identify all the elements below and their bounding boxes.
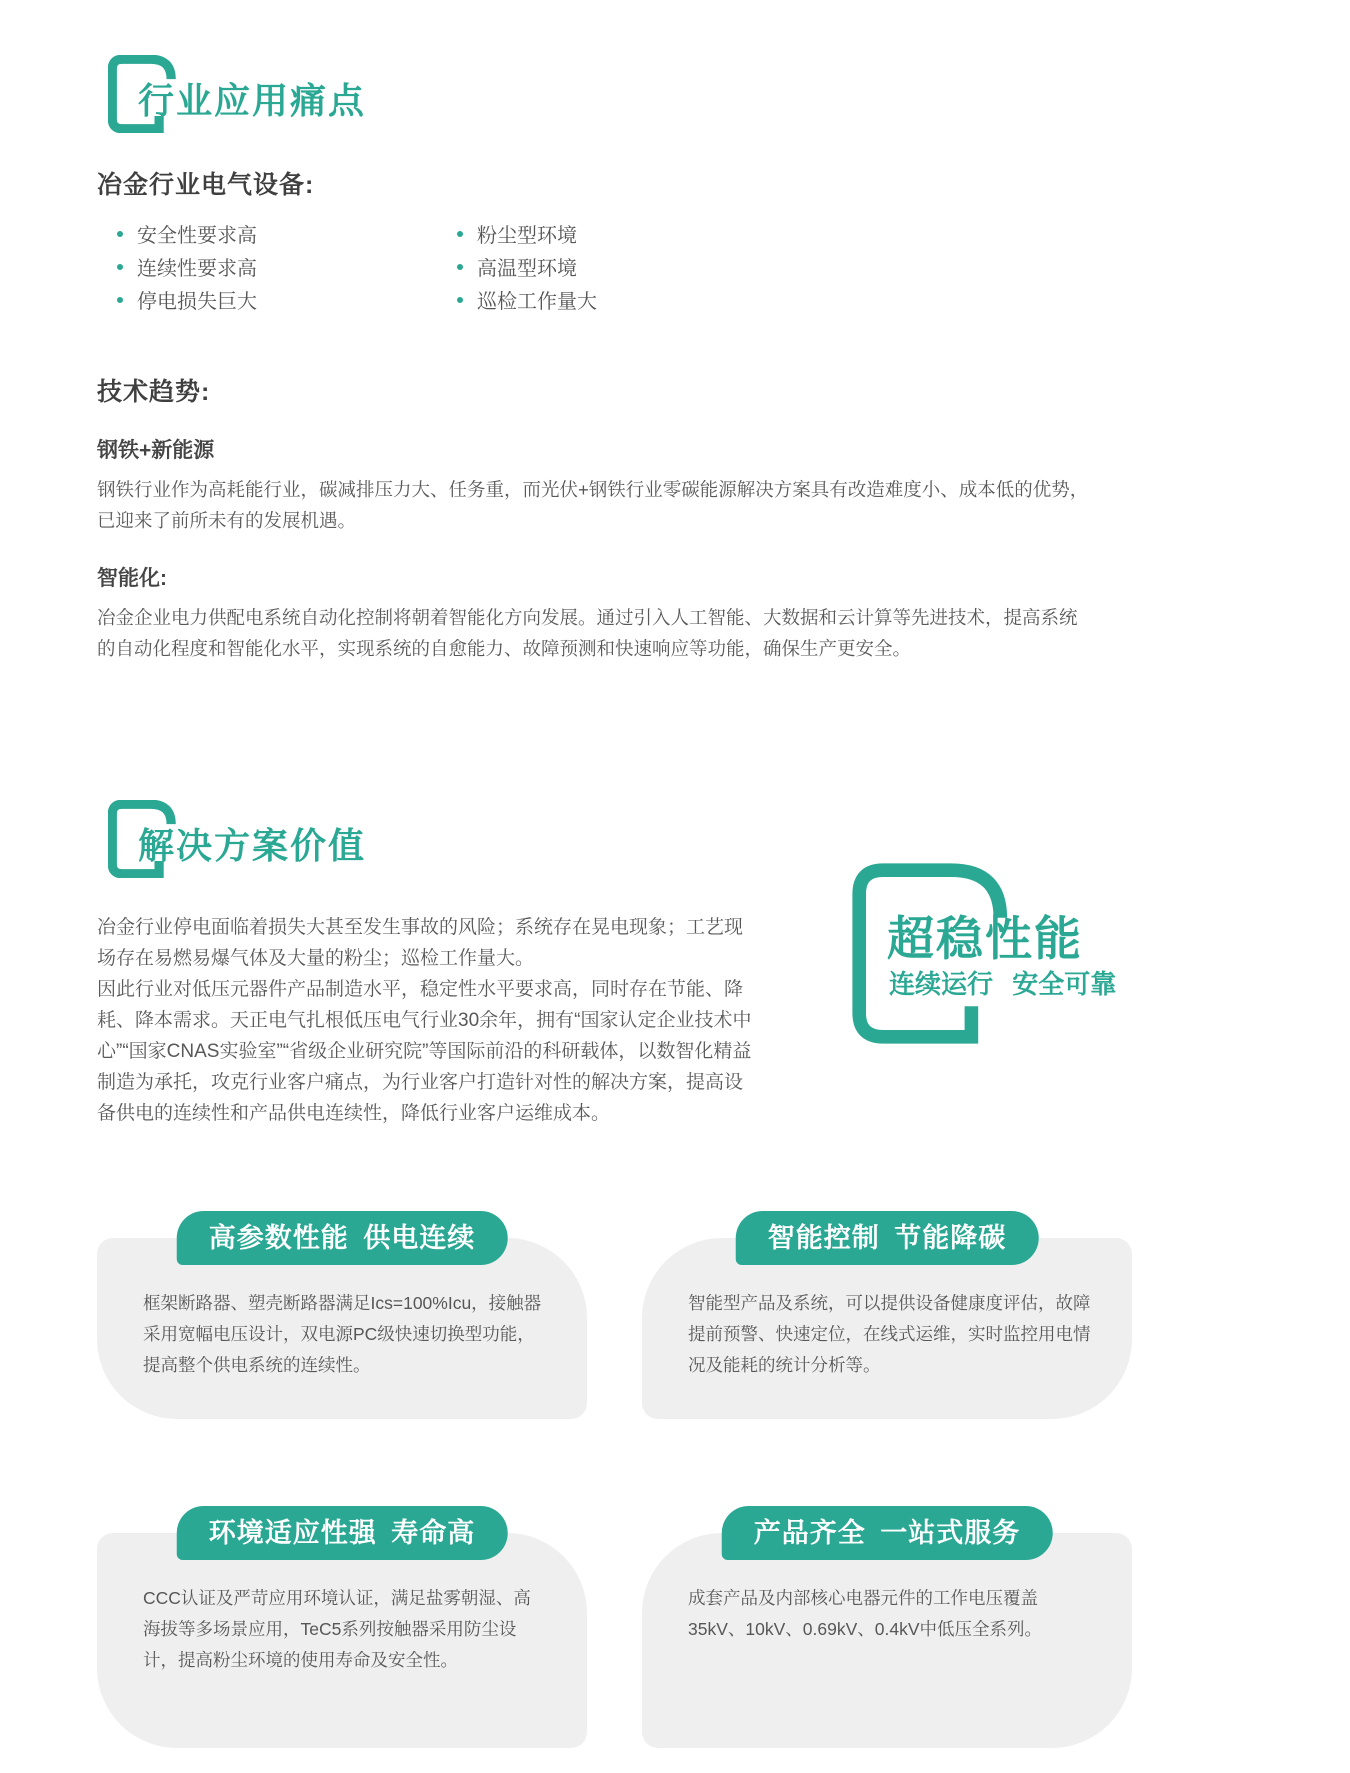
value-paragraph-1: 冶金行业停电面临着损失大甚至发生事故的风险；系统存在晃电现象；工艺现场存在易燃易爆气体及大量的粉尘；巡检工作量大。 [97,917,744,969]
badge-title: 超稳性能 [887,912,1083,965]
bullet-item [457,250,1350,283]
bullet-label: 粉尘型环境 [477,225,577,247]
card-title-pill: 产品齐全 一站式服务 [722,1506,1053,1560]
bullet-label: 高温型环境 [477,258,577,280]
bullet-dot-icon [457,264,463,270]
trends-title: 技术趋势: [97,378,211,406]
solution-value-row [97,912,1350,1129]
feature-card-environment [97,1518,587,1748]
feature-card-performance [97,1223,587,1419]
super-stable-badge [849,860,1129,1129]
badge-subtitle: 连续运行 安全可靠 [889,969,1117,999]
bullet-label: 安全性要求高 [137,225,257,247]
card-body-text: 成套产品及内部核心电器元件的工作电压覆盖35kV、10kV、0.69kV、0.4kV中低压全系列。 [688,1588,1043,1639]
bullet-label: 巡检工作量大 [477,291,597,313]
solution-value-header [97,800,697,880]
bullet-dot-icon [117,264,123,270]
bullet-list-right [457,217,1350,316]
pain-points-header [97,55,697,135]
pain-points-title: 行业应用痛点 [138,80,367,121]
feature-card-full-range [642,1518,1132,1748]
card-title-pill: 环境适应性强 寿命高 [177,1506,508,1560]
bullet-dot-icon [457,231,463,237]
solution-value-title: 解决方案价值 [138,825,367,866]
card-body-text: 智能型产品及系统，可以提供设备健康度评估，故障提前预警、快速定位，在线式运维，实时监控用电情况及能耗的统计分析等。 [688,1293,1091,1375]
trend2-title: 智能化: [97,567,167,590]
bullet-label: 连续性要求高 [137,258,257,280]
card-body-text: CCC认证及严苛应用环境认证，满足盐雾朝湿、高海拔等多场景应用，TeC5系列按触器采用防尘设计，提高粉尘环境的使用寿命及安全性。 [143,1588,531,1670]
solution-value-text [97,912,755,1129]
equipment-subtitle: 冶金行业电气设备: [97,171,315,199]
bullet-list-left [117,217,457,316]
trend1-title: 钢铁+新能源 [97,439,215,462]
trend1-paragraph: 钢铁行业作为高耗能行业，碳减排压力大、任务重，而光伏+钢铁行业零碳能源解决方案具有改造难度小、成本低的优势，已迎来了前所未有的发展机遇。 [97,479,1089,531]
value-paragraph-2: 因此行业对低压元器件产品制造水平，稳定性水平要求高，同时存在节能、降耗、降本需求。天正电气扎根低压电气行业30余年，拥有“国家认定企业技术中心”“国家CNAS实验室”“省级企业研究院”等国际前沿的科研载体，以数智化精益制造为承托，攻克行业客户痛点，为行业客户打造针对性的解决方案，提高设备供电的连续性和产品供电连续性，降低行业客户运维成本。 [97,979,752,1124]
card-body-text: 框架断路器、塑壳断路器满足Ics=100%Icu，接触器采用宽幅电压设计，双电源PC级快速切换型功能，提高整个供电系统的连续性。 [143,1293,542,1375]
feature-card-smart-control [642,1223,1132,1419]
solution-value-section [97,800,1350,1129]
card-title-pill: 智能控制 节能降碳 [736,1211,1039,1265]
bullet-item [457,283,1350,316]
bullet-dot-icon [457,297,463,303]
bullet-dot-icon [117,297,123,303]
bullet-item [117,283,457,316]
bullet-dot-icon [117,231,123,237]
feature-cards-grid [97,1223,1350,1748]
bullet-item [457,217,1350,250]
bullet-item [117,217,457,250]
bullet-label: 停电损失巨大 [137,291,257,313]
card-title-pill: 高参数性能 供电连续 [177,1211,508,1265]
bullet-item [117,250,457,283]
pain-bullet-lists [117,217,1350,316]
pain-points-section [97,55,1350,664]
trend2-paragraph: 冶金企业电力供配电系统自动化控制将朝着智能化方向发展。通过引入人工智能、大数据和云计算等先进技术，提高系统的自动化程度和智能化水平，实现系统的自愈能力、故障预测和快速响应等功能，确保生产更安全。 [97,607,1078,659]
